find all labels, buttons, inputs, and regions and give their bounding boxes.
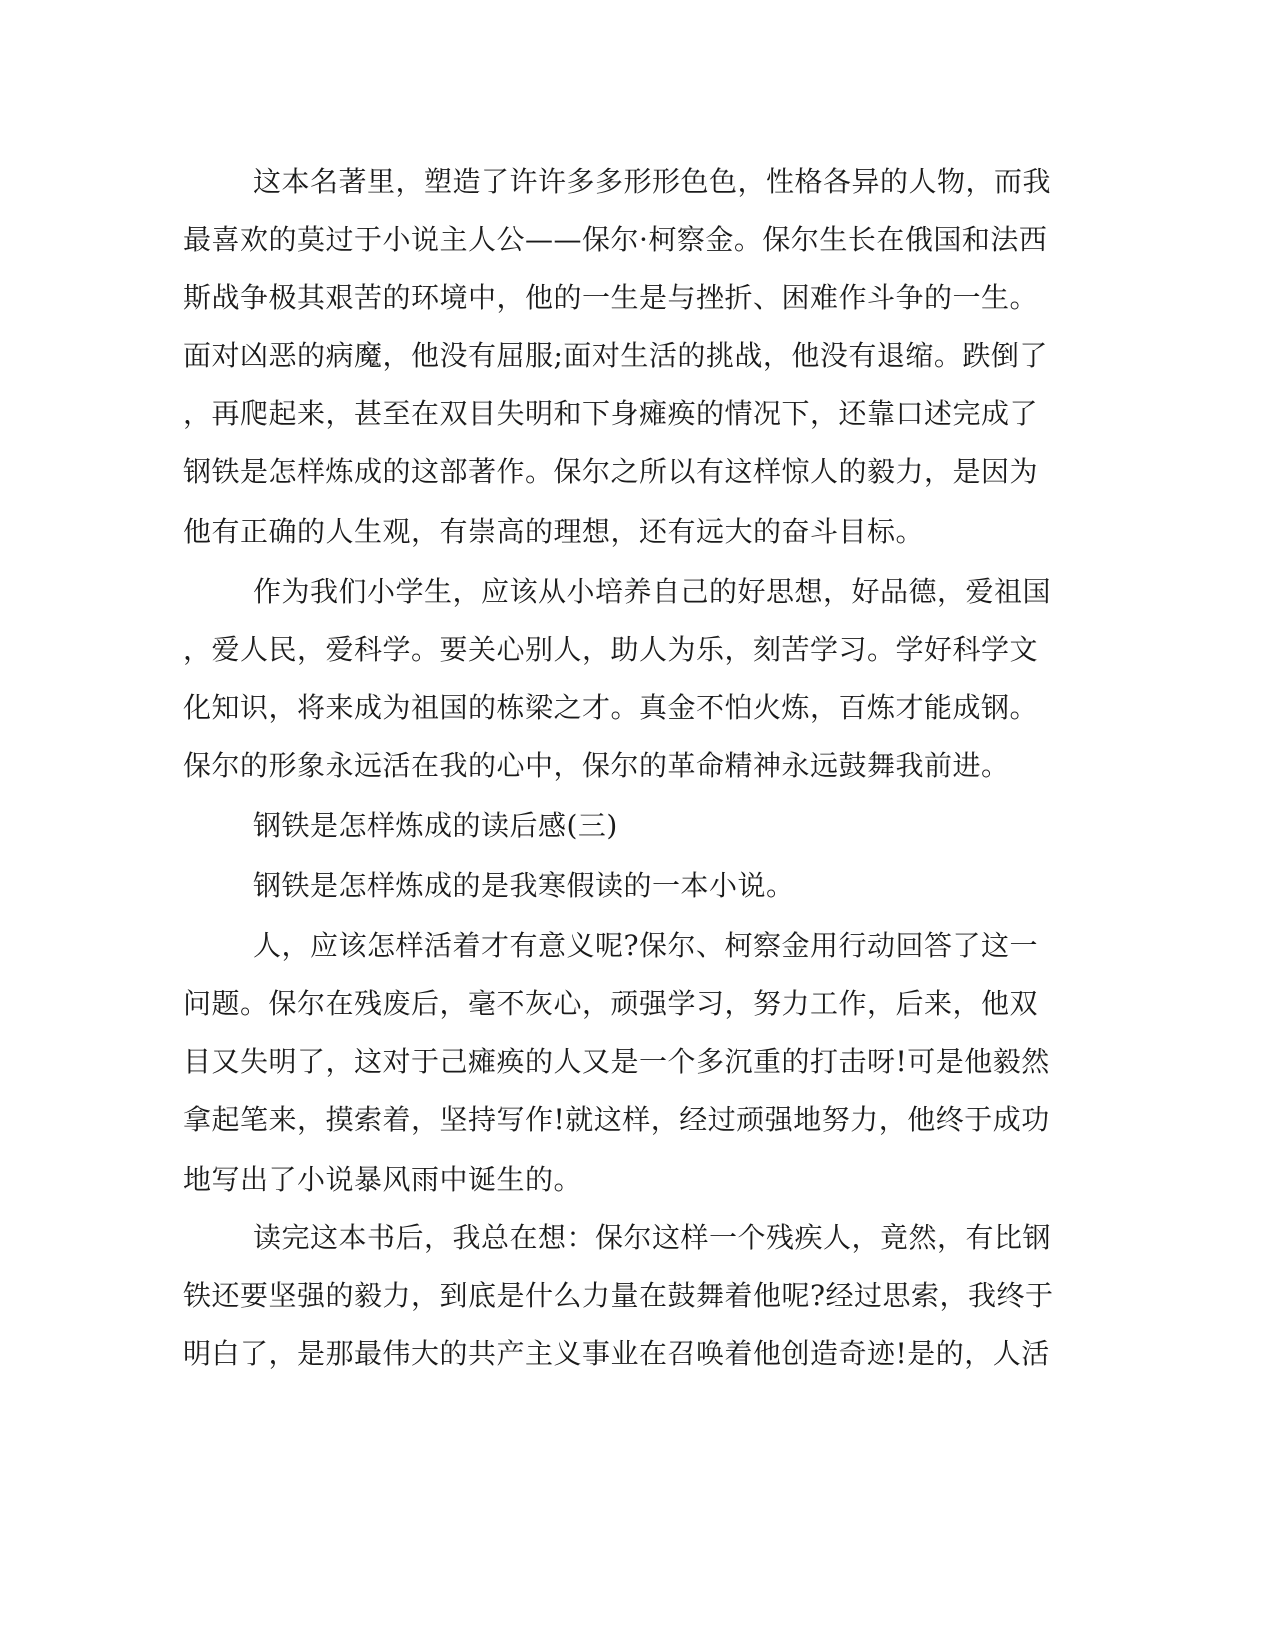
paragraph-line: 斯战争极其艰苦的环境中，他的一生是与挫折、困难作斗争的一生。: [183, 281, 1039, 314]
paragraph-line: 问题。保尔在残废后，毫不灰心，顽强学习，努力工作，后来，他双: [183, 987, 1039, 1020]
paragraph-line: 保尔的形象永远活在我的心中，保尔的革命精神永远鼓舞我前进。: [183, 749, 1010, 782]
paragraph-line: 作为我们小学生，应该从小培养自己的好思想，好品德，爱祖国: [253, 575, 1052, 608]
paragraph-line: 化知识，将来成为祖国的栋梁之才。真金不怕火炼，百炼才能成钢。: [183, 691, 1039, 724]
paragraph-line: 面对凶恶的病魔，他没有屈服;面对生活的挑战，他没有退缩。跌倒了: [183, 339, 1048, 372]
paragraph-line: 目又失明了，这对于己瘫痪的人又是一个多沉重的打击呀!可是他毅然: [183, 1045, 1050, 1078]
paragraph-line: 这本名著里，塑造了许许多多形形色色，性格各异的人物，而我: [253, 165, 1052, 198]
paragraph-line: 钢铁是怎样炼成的是我寒假读的一本小说。: [253, 869, 795, 902]
paragraph-line: 人，应该怎样活着才有意义呢?保尔、柯察金用行动回答了这一: [253, 929, 1039, 962]
paragraph-line: 地写出了小说暴风雨中诞生的。: [183, 1163, 583, 1196]
paragraph-line: 明白了，是那最伟大的共产主义事业在召唤着他创造奇迹!是的，人活: [183, 1337, 1050, 1370]
paragraph-line: 读完这本书后，我总在想：保尔这样一个残疾人，竟然，有比钢: [253, 1221, 1052, 1254]
paragraph-line: 钢铁是怎样炼成的这部著作。保尔之所以有这样惊人的毅力，是因为: [183, 455, 1039, 488]
paragraph-line: 铁还要坚强的毅力，到底是什么力量在鼓舞着他呢?经过思索，我终于: [183, 1279, 1054, 1312]
paragraph-line: ，再爬起来，甚至在双目失明和下身瘫痪的情况下，还靠口述完成了: [183, 397, 1039, 430]
paragraph-line: 拿起笔来，摸索着，坚持写作!就这样，经过顽强地努力，他终于成功: [183, 1103, 1050, 1136]
paragraph-line: ，爱人民，爱科学。要关心别人，助人为乐，刻苦学习。学好科学文: [183, 633, 1039, 666]
paragraph-line: 最喜欢的莫过于小说主人公——保尔·柯察金。保尔生长在俄国和法西: [183, 223, 1048, 256]
paragraph-line: 他有正确的人生观，有崇高的理想，还有远大的奋斗目标。: [183, 515, 925, 548]
section-heading: 钢铁是怎样炼成的读后感(三): [253, 809, 618, 842]
